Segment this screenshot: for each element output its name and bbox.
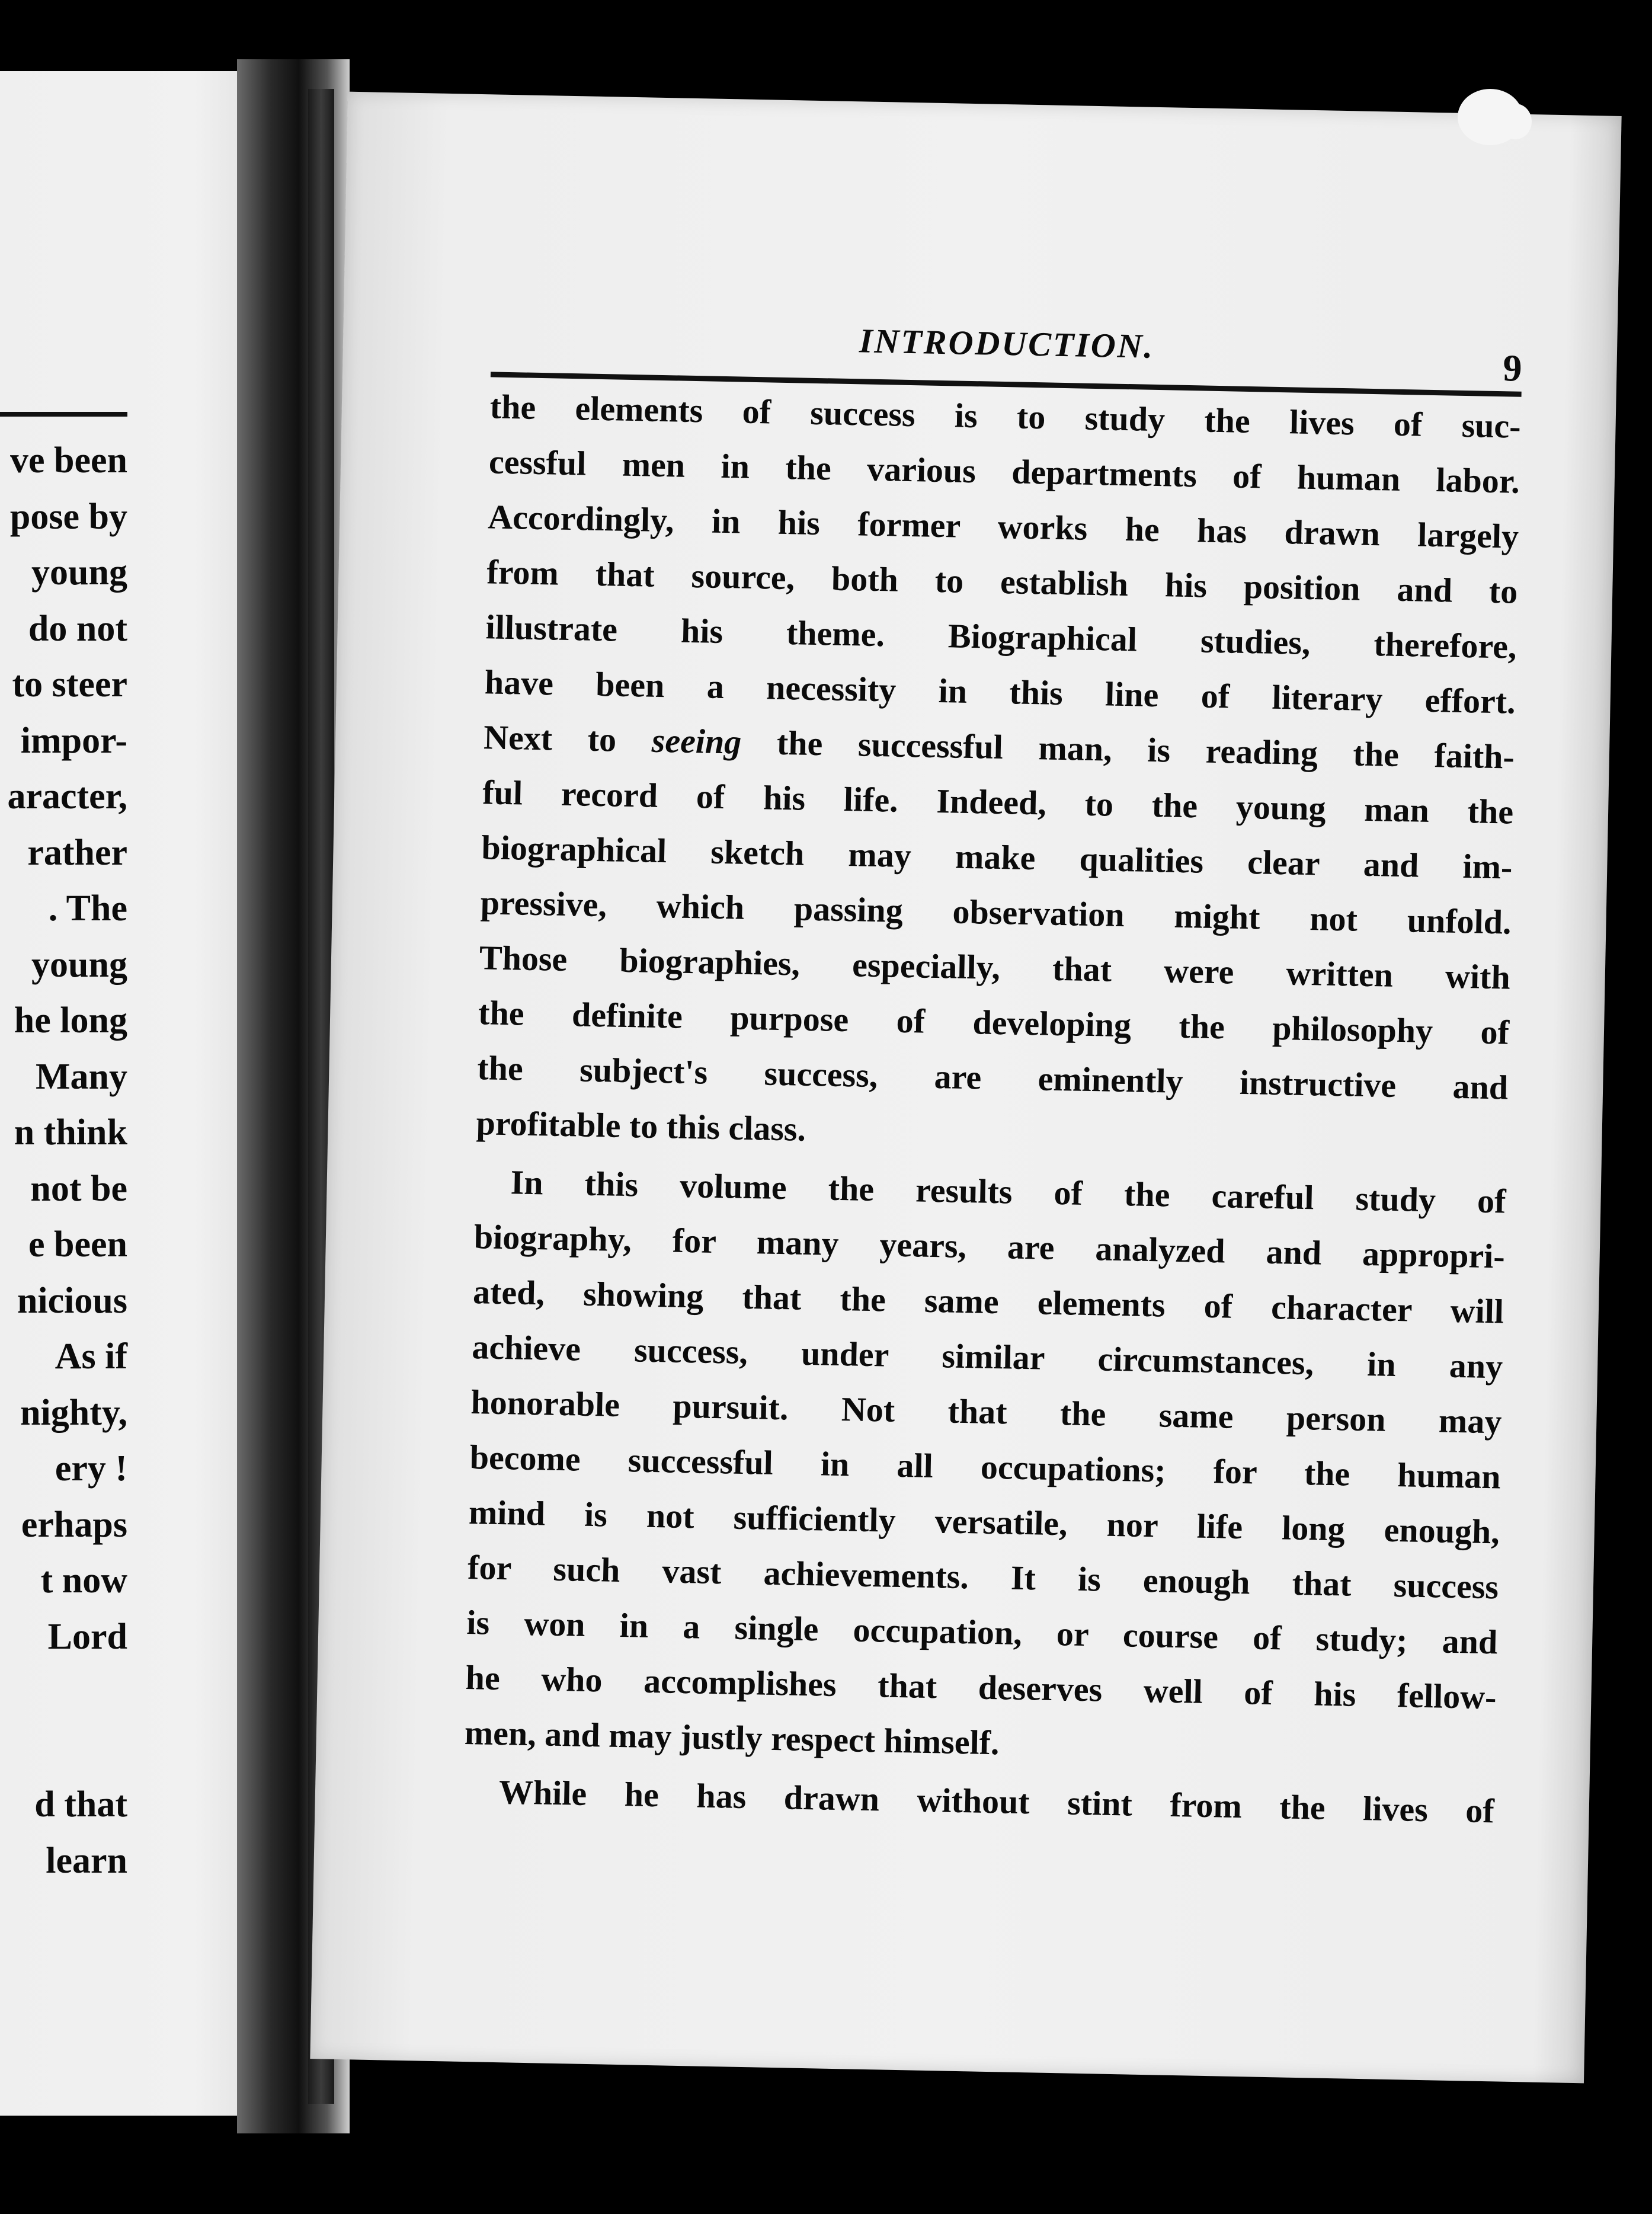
text-line: become successful in all occupations; for the human bbox=[469, 1438, 1501, 1496]
running-head bbox=[491, 313, 1523, 389]
text-line: illustrate his theme. Biographical studies, therefore, bbox=[485, 607, 1517, 666]
left-page-line: not be bbox=[30, 1168, 127, 1209]
left-page-line: young bbox=[31, 944, 127, 985]
left-page-line: n think bbox=[14, 1112, 127, 1153]
left-page-line: Many bbox=[36, 1056, 127, 1097]
right-page bbox=[310, 92, 1621, 2084]
text-line: the definite purpose of developing the philosophy of bbox=[478, 993, 1510, 1052]
left-page-line: pose by bbox=[9, 496, 127, 537]
text-line: biographical sketch may make qualities clear and im- bbox=[481, 828, 1513, 887]
text-line: ated, showing that the same elements of character will bbox=[472, 1272, 1504, 1331]
text-line: honorable pursuit. Not that the same person may bbox=[470, 1383, 1502, 1441]
left-page-line: young bbox=[31, 552, 127, 593]
text-run: Next to bbox=[483, 718, 652, 760]
left-page-line: ery ! bbox=[55, 1448, 127, 1489]
left-page-line: e been bbox=[28, 1224, 127, 1265]
body-text bbox=[463, 379, 1521, 1838]
left-page-line: Lord bbox=[47, 1616, 127, 1657]
text-line: Accordingly, in his former works he has drawn largely bbox=[487, 497, 1519, 556]
text-line: have been a necessity in this line of literary effort. bbox=[484, 663, 1516, 721]
italic-word: seeing bbox=[651, 721, 742, 762]
left-page-line bbox=[7, 1721, 127, 1777]
left-page-line: rather bbox=[27, 832, 127, 873]
left-page-line: erhaps bbox=[21, 1504, 127, 1545]
text-line: the elements of success is to study the lives of suc- bbox=[489, 387, 1522, 446]
text-line: While he has drawn without stint from the lives of bbox=[498, 1773, 1495, 1831]
left-page-line: learn bbox=[46, 1840, 127, 1881]
left-page-line: to steer bbox=[12, 664, 127, 705]
page-number: 9 bbox=[1502, 347, 1523, 389]
left-page-line: aracter, bbox=[7, 776, 127, 817]
text-line: pressive, which passing observation might not unfold. bbox=[480, 883, 1512, 942]
text-line: Those biographies, especially, that were written with bbox=[479, 938, 1511, 997]
text-line: profitable to this class. bbox=[476, 1103, 806, 1148]
text-line: ful record of his life. Indeed, to the young man the bbox=[482, 773, 1514, 831]
left-page-line: d that bbox=[34, 1784, 127, 1825]
text-line: achieve success, under similar circumstances, in any bbox=[471, 1327, 1503, 1386]
left-page-line bbox=[7, 1665, 127, 1721]
left-page-line: . The bbox=[48, 888, 127, 929]
text-line: In this volume the results of the careful study of bbox=[510, 1163, 1507, 1221]
left-page-line: t now bbox=[40, 1560, 127, 1601]
left-page-text bbox=[7, 433, 127, 1889]
left-page-line: As if bbox=[55, 1336, 127, 1377]
paper-damage-speck bbox=[1499, 104, 1532, 139]
left-page-line: impor- bbox=[20, 720, 127, 761]
left-page-line: he long bbox=[14, 1000, 127, 1041]
text-line: mind is not sufficiently versatile, nor life long enough, bbox=[468, 1493, 1500, 1551]
text-line: is won in a single occupation, or course of study; and bbox=[466, 1602, 1498, 1662]
text-line: from that source, both to establish his position and to bbox=[486, 552, 1518, 611]
left-page-head-rule bbox=[0, 412, 127, 417]
text-line: cessful men in the various departments of human labor. bbox=[488, 442, 1520, 501]
left-page-line: ve been bbox=[9, 440, 127, 481]
running-title: INTRODUCTION. bbox=[859, 321, 1155, 366]
text-line: he who accomplishes that deserves well of his fellow- bbox=[465, 1658, 1497, 1717]
text-line: the subject's success, are eminently instructive and bbox=[476, 1048, 1509, 1107]
left-page-line: nicious bbox=[17, 1280, 127, 1321]
text-run: the successful man, is reading the faith- bbox=[741, 722, 1515, 776]
left-page-line: nighty, bbox=[20, 1392, 127, 1433]
text-line: men, and may justly respect himself. bbox=[464, 1713, 1000, 1762]
text-line: for such vast achievements. It is enough that success bbox=[467, 1548, 1499, 1607]
text-line: biography, for many years, are analyzed and appropri- bbox=[473, 1217, 1506, 1276]
left-page-line: do not bbox=[28, 608, 127, 649]
